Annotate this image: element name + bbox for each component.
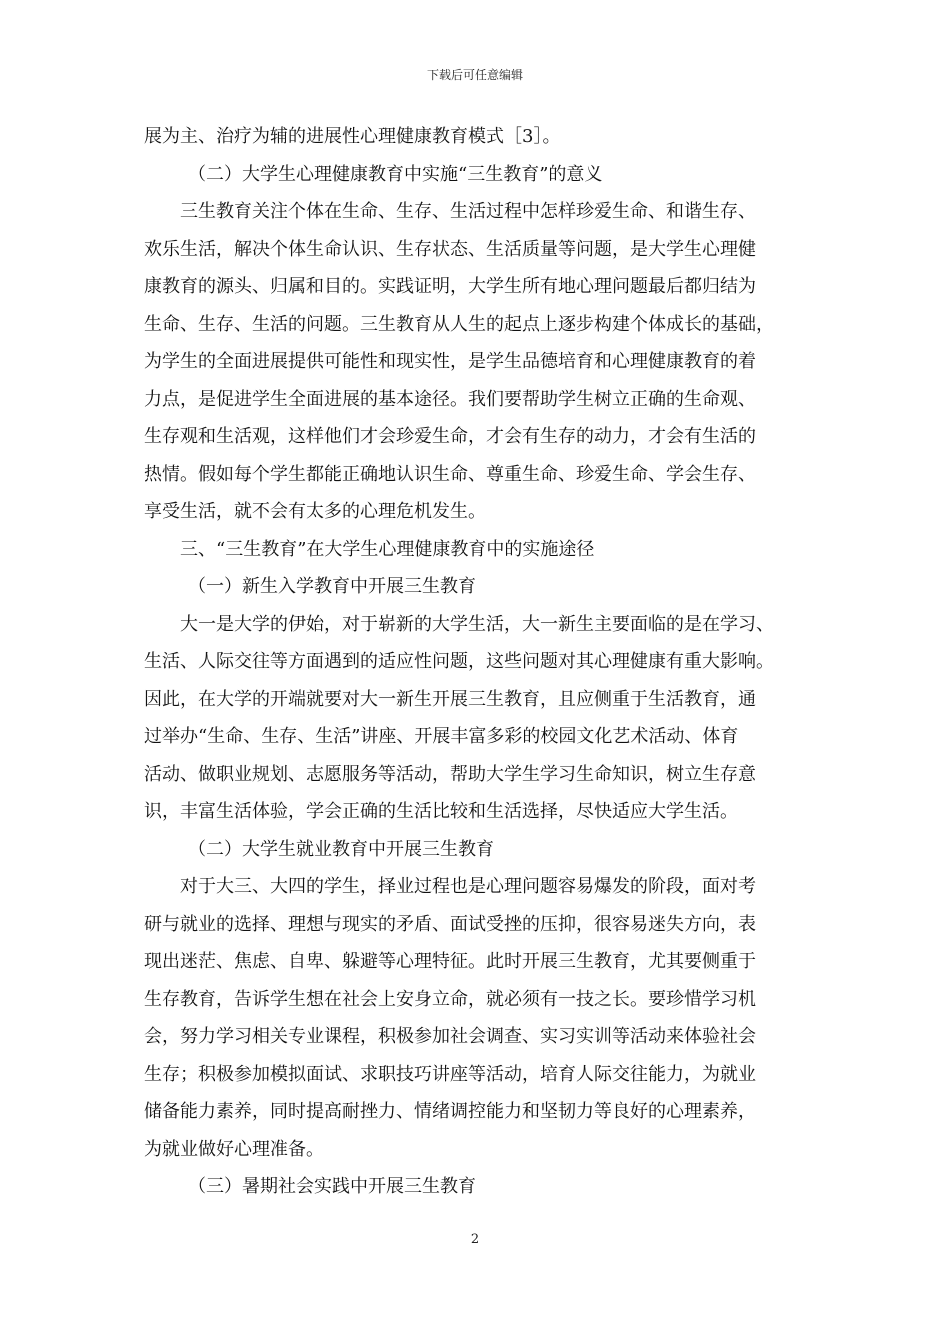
document-body	[144, 118, 810, 1206]
paragraph-start: 三生教育关注个体在生命、生存、生活过程中怎样珍爱生命、和谐生存、	[180, 201, 756, 222]
text-line: 生命、生存、生活的问题。三生教育从人生的起点上逐步构建个体成长的基础，	[144, 313, 774, 335]
text-line: 康教育的源头、归属和目的。实践证明，大学生所有地心理问题最后都归结为	[144, 276, 756, 297]
subsection-heading-1: （一）新生入学教育中开展三生教育	[188, 576, 476, 597]
page-number: 2	[470, 1232, 480, 1247]
text-line: 生存教育，告诉学生想在社会上安身立命，就必须有一技之长。要珍惜学习机	[144, 988, 756, 1010]
text-line: 欢乐生活，解决个体生命认识、生存状态、生活质量等问题，是大学生心理健	[144, 238, 756, 260]
text-line: 为就业做好心理准备。	[144, 1138, 324, 1160]
text-line: 现出迷茫、焦虑、自卑、躲避等心理特征。此时开展三生教育，尤其要侧重于	[144, 951, 756, 972]
text-line: 会，努力学习相关专业课程，积极参加社会调查、实习实训等活动来体验社会	[144, 1026, 756, 1047]
text-line: 生存；积极参加模拟面试、求职技巧讲座等活动，培育人际交往能力，为就业	[144, 1063, 756, 1085]
text-line: 过举办“生命、生存、生活”讲座、开展丰富多彩的校园文化艺术活动、体育	[144, 726, 739, 747]
text-line: 热情。假如每个学生都能正确地认识生命、尊重生命、珍爱生命、学会生存、	[144, 463, 756, 485]
text-line: 生活、人际交往等方面遇到的适应性问题，这些问题对其心理健康有重大影响。	[144, 651, 774, 672]
section-heading-2: （二）大学生心理健康教育中实施“三生教育”的意义	[188, 163, 603, 185]
text-line: 识，丰富生活体验，学会正确的生活比较和生活选择，尽快适应大学生活。	[144, 801, 738, 822]
text-line: 力点，是促进学生全面进展的基本途径。我们要帮助学生树立正确的生命观、	[144, 388, 756, 410]
text-line: 研与就业的选择、理想与现实的矛盾、面试受挫的压抑，很容易迷失方向，表	[144, 913, 756, 935]
paragraph-start: 对于大三、大四的学生，择业过程也是心理问题容易爆发的阶段，面对考	[180, 876, 756, 897]
text-line: 展为主、治疗为辅的进展性心理健康教育模式［3］。	[144, 126, 561, 147]
text-line: 储备能力素养，同时提高耐挫力、情绪调控能力和坚韧力等良好的心理素养，	[144, 1101, 756, 1122]
subsection-heading-3: （三）暑期社会实践中开展三生教育	[188, 1176, 476, 1197]
paragraph-start: 大一是大学的伊始，对于崭新的大学生活，大一新生主要面临的是在学习、	[180, 613, 774, 635]
text-line: 因此，在大学的开端就要对大一新生开展三生教育，且应侧重于生活教育，通	[144, 688, 756, 710]
page-header: 下载后可任意编辑	[426, 68, 523, 82]
text-line: 活动、做职业规划、志愿服务等活动，帮助大学生学习生命知识，树立生存意	[144, 763, 756, 785]
text-line: 为学生的全面进展提供可能性和现实性，是学生品德培育和心理健康教育的着	[144, 351, 756, 372]
section-heading-3: 三、“三生教育”在大学生心理健康教育中的实施途径	[180, 538, 595, 560]
text-line: 生存观和生活观，这样他们才会珍爱生命，才会有生存的动力，才会有生活的	[144, 426, 756, 447]
subsection-heading-2: （二）大学生就业教育中开展三生教育	[188, 838, 494, 860]
text-line: 享受生活，就不会有太多的心理危机发生。	[144, 501, 486, 522]
